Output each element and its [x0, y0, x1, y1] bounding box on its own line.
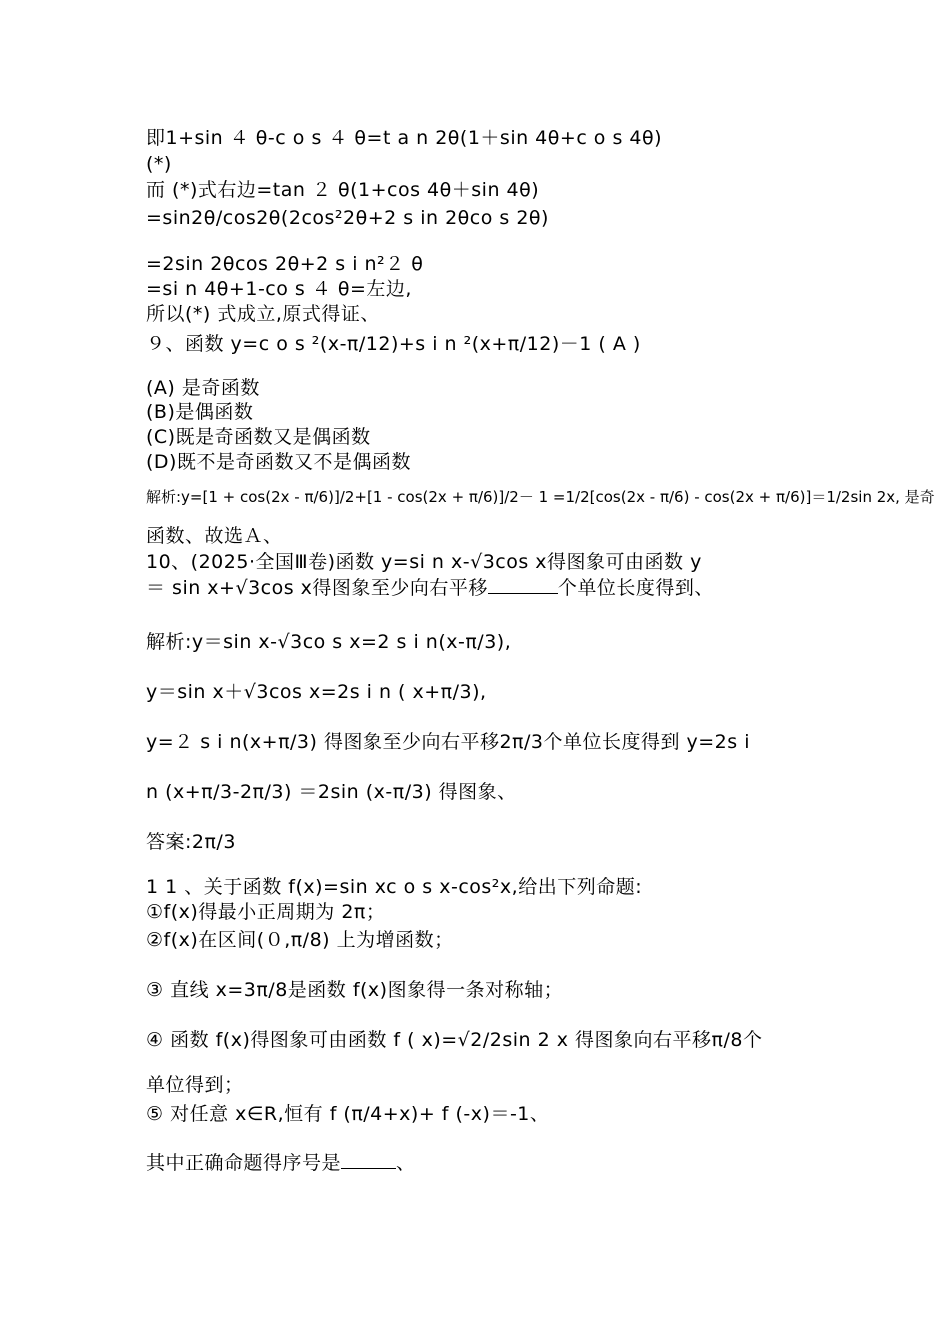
- option-b: (B)是偶函数: [146, 401, 254, 423]
- text-line: (*): [146, 153, 172, 175]
- option-a: (A) 是奇函数: [146, 377, 260, 399]
- text-line: =si n 4θ+1-co s ４ θ=左边,: [146, 278, 412, 300]
- text-line: 所以(*) 式成立,原式得证、: [146, 303, 380, 325]
- proposition-3: ③ 直线 x=3π/8是函数 f(x)图象得一条对称轴；: [146, 979, 564, 1001]
- option-c: (C)既是奇函数又是偶函数: [146, 426, 371, 448]
- solution-10: 解析:y＝sin x-√3co s x=2 s i n(x-π/3),: [146, 631, 512, 653]
- proposition-2: ②f(x)在区间(０,π/8) 上为增函数；: [146, 929, 454, 951]
- answer-blank: [341, 1150, 396, 1169]
- text-line: =sin2θ/cos2θ(2cos²2θ+2 s in 2θco s 2θ): [146, 207, 549, 229]
- question-10: 10、(2025·全国Ⅲ卷)函数 y=si n x-√3cos x得图象可由函数 y: [146, 551, 702, 573]
- solution-10: n (x+π/3-2π/3) ＝2sin (x-π/3) 得图象、: [146, 781, 517, 803]
- text-line: 即1+sin ４ θ-c o s ４ θ=t a n 2θ(1＋sin 4θ+c o s 4θ): [146, 127, 663, 149]
- question-11-end: [146, 1150, 416, 1175]
- question-11: 1 1 、关于函数 f(x)=sin xc o s x-cos²x,给出下列命题:: [146, 876, 643, 898]
- solution-10: y=２ s i n(x+π/3) 得图象至少向右平移2π/3个单位长度得到 y=2s i: [146, 731, 750, 753]
- answer-blank: [488, 575, 558, 594]
- answer-10: 答案:2π/3: [146, 831, 236, 853]
- question-11-period: 、: [396, 1152, 416, 1174]
- text-line: =2sin 2θcos 2θ+2 s i n²２ θ: [146, 253, 424, 275]
- text-line: 而 (*)式右边=tan ２ θ(1+cos 4θ＋sin 4θ): [146, 179, 540, 201]
- question-9: ９、函数 y=c o s ²(x-π/12)+s i n ²(x+π/12)－1 ( A ): [146, 333, 641, 355]
- proposition-1: ①f(x)得最小正周期为 2π；: [146, 901, 386, 923]
- question-10-text: ＝ sin x+√3cos x得图象至少向右平移: [146, 577, 488, 599]
- proposition-5: ⑤ 对任意 x∈R,恒有 f (π/4+x)+ f (-x)＝-1、: [146, 1103, 550, 1125]
- solution-9: 解析:y=[1 + cos(2x - π/6)]/2+[1 - cos(2x + π/6)]/2－ 1 =1/2[cos(2x - π/6) - cos(2x + π/6)]＝1/2sin 2x, 是奇: [146, 488, 935, 506]
- solution-10: y＝sin x＋√3cos x=2s i n ( x+π/3),: [146, 681, 487, 703]
- question-10-cont: [146, 575, 714, 600]
- question-10-end: 个单位长度得到、: [557, 577, 714, 599]
- text-line: 单位得到；: [146, 1074, 244, 1096]
- proposition-4: ④ 函数 f(x)得图象可由函数 f ( x)=√2/2sin 2 x 得图象向右平移π/8个: [146, 1029, 763, 1051]
- option-d: (D)既不是奇函数又不是偶函数: [146, 451, 411, 473]
- text-line: 函数、故选Ａ、: [146, 525, 283, 547]
- question-11-text: 其中正确命题得序号是: [146, 1152, 342, 1174]
